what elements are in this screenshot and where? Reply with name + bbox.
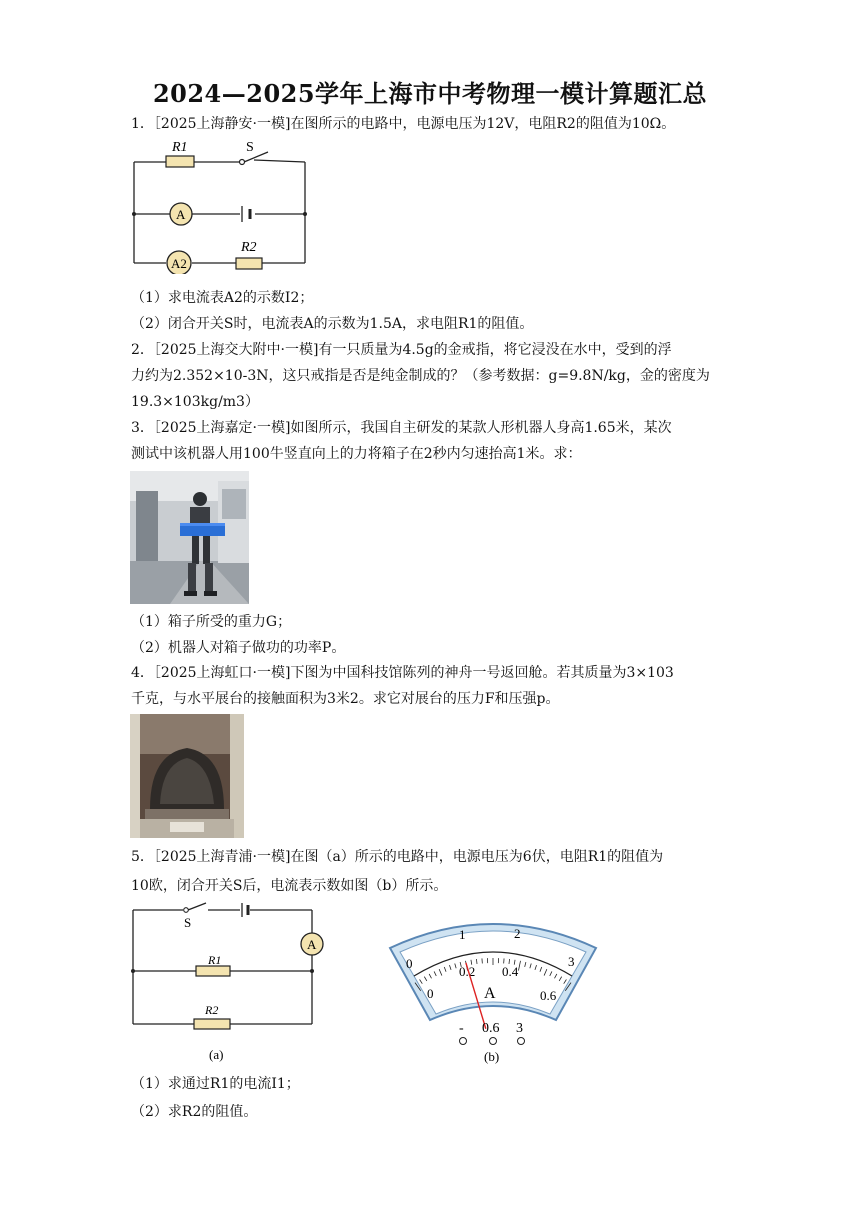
svg-text:R2: R2 (241, 240, 257, 255)
capsule-photo (130, 714, 244, 838)
q2-stem-2: 力约为2.352×10-3N，这只戒指是否是纯金制成的？（参考数据：g=9.8N/kg，金的密度为 (131, 368, 710, 384)
svg-text:A2: A2 (171, 256, 187, 271)
page-title: 2024—2025学年上海市中考物理一模计算题汇总 (152, 79, 708, 108)
resistor-r1 (166, 156, 194, 167)
q5-stem-2: 10欧，闭合开关S后，电流表示数如图（b）所示。 (131, 878, 448, 894)
terminal-3: 3 (516, 1021, 523, 1036)
dial-top-0: 0 (406, 956, 413, 971)
svg-text:R2: R2 (205, 1003, 219, 1017)
q3-sub2: （2）机器人对箱子做功的功率P。 (131, 640, 346, 656)
dial-bottom-1: 0.2 (459, 964, 476, 979)
dial-top-2: 2 (514, 926, 521, 941)
resistor-r1 (196, 966, 230, 976)
svg-text:A: A (176, 207, 186, 222)
svg-text:S: S (184, 915, 192, 930)
q1-circuit-diagram (128, 136, 313, 274)
svg-text:R1: R1 (208, 953, 222, 967)
dial-top-1: 1 (459, 927, 466, 942)
q2-stem-1: 2．［2025上海交大附中·一模]有一只质量为4.5g的金戒指，将它浸没在水中，受到的浮 (131, 342, 672, 358)
q5-sub2: （2）求R2的阻值。 (131, 1104, 258, 1120)
q4-stem-1: 4．［2025上海虹口·一模]下图为中国科技馆陈列的神舟一号返回舱。若其质量为3×103 (131, 665, 674, 681)
svg-text:A: A (307, 937, 317, 952)
resistor-r2 (194, 1019, 230, 1029)
terminal-06: 0.6 (482, 1021, 500, 1036)
q1-sub2: （2）闭合开关S时，电流表A的示数为1.5A，求电阻R1的阻值。 (131, 316, 534, 332)
svg-text:S: S (246, 140, 254, 155)
q5-circuit-diagram-a (128, 900, 328, 1066)
dial-bottom-2: 0.4 (502, 964, 519, 979)
q5-stem-1: 5．［2025上海青浦·一模]在图（a）所示的电路中，电源电压为6伏，电阻R1的阻值为 (131, 849, 664, 865)
dial-top-3: 3 (568, 954, 575, 969)
resistor-r2 (236, 258, 262, 269)
q1-sub1: （1）求电流表A2的示数I2； (131, 290, 314, 306)
q2-stem-3: 19.3×103kg/m3） (131, 394, 259, 410)
dial-bottom-3: 0.6 (540, 988, 557, 1003)
ammeter-dial-b (386, 904, 600, 1066)
dial-caption: (b) (484, 1049, 500, 1064)
svg-text:(a): (a) (209, 1047, 224, 1062)
q5-sub1: （1）求通过R1的电流I1； (131, 1076, 300, 1092)
svg-text:R1: R1 (172, 140, 188, 155)
robot-photo (130, 471, 249, 604)
q1-stem: 1．［2025上海静安·一模]在图所示的电路中，电源电压为12V，电阻R2的阻值为10Ω。 (131, 116, 676, 132)
q3-stem-1: 3．［2025上海嘉定·一模]如图所示，我国自主研发的某款人形机器人身高1.65米，某次 (131, 420, 672, 436)
terminal-minus: - (459, 1021, 464, 1036)
q3-sub1: （1）箱子所受的重力G； (131, 614, 292, 630)
q3-stem-2: 测试中该机器人用100牛竖直向上的力将箱子在2秒内匀速抬高1米。求： (131, 446, 582, 462)
q4-stem-2: 千克，与水平展台的接触面积为3米2。求它对展台的压力F和压强p。 (131, 691, 560, 707)
dial-unit: A (484, 985, 496, 1002)
dial-bottom-0: 0 (427, 986, 434, 1001)
